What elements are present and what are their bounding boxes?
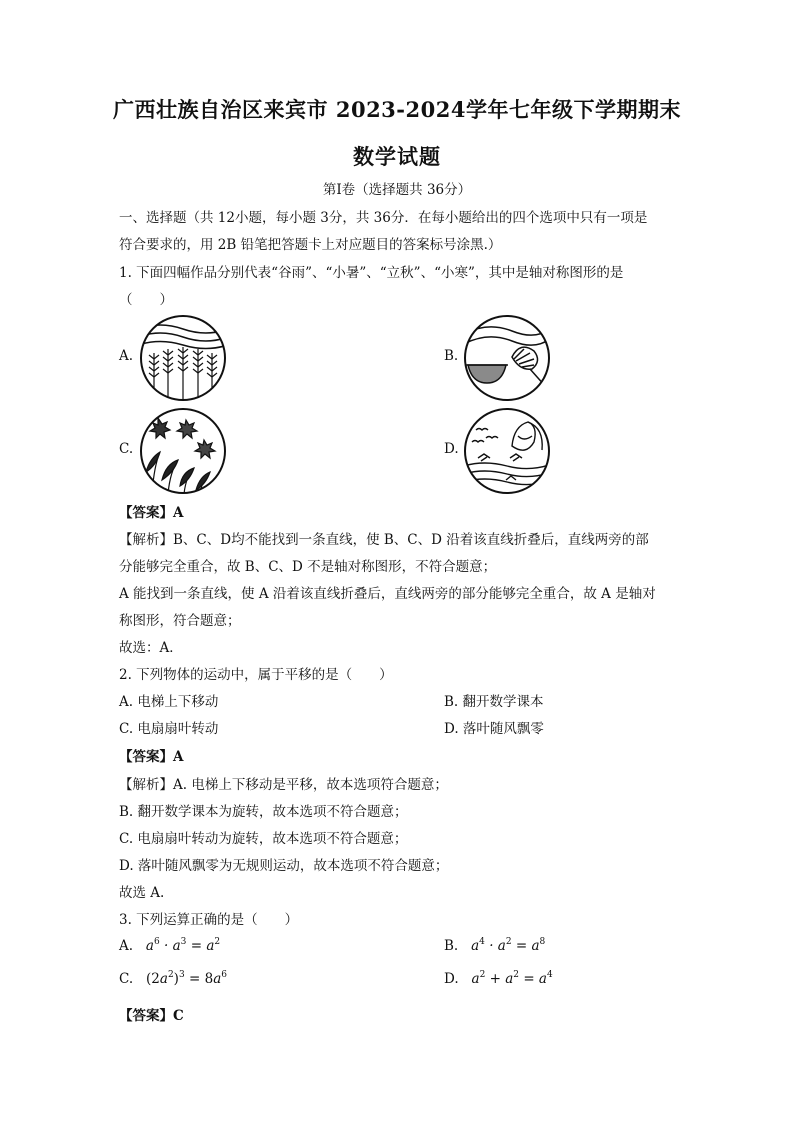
q3-option-b-label: B. (444, 938, 459, 954)
q3-option-d-expression: $a^2 + a^2 = a^4$ (471, 970, 553, 987)
q2-stem: 2. 下列物体的运动中，属于平移的是（ ） (119, 667, 393, 683)
q3-option-b-expression: $a^4 \cdot a^2 = a^8$ (471, 937, 546, 954)
q1-stem-line1: 1. 下面四幅作品分别代表“谷雨”、“小暑”、“立秋”、“小寒”，其中是轴对称图形的是 (119, 265, 624, 281)
q3-option-c-expression: $(2a^2)^3 = 8a^6$ (146, 970, 227, 987)
q2-conclusion: 故选 A. (119, 885, 165, 901)
q1-option-d-label: D. (444, 441, 459, 457)
start-of-autumn-illustration (138, 406, 228, 496)
q2-analysis-line1: 【解析】A. 电梯上下移动是平移，故本选项符合题意； (119, 777, 448, 793)
q3-option-c (119, 970, 227, 987)
q3-option-a-expression: $a^6 \cdot a^3 = a^2$ (145, 937, 221, 954)
q1-analysis-line2: 分能够完全重合，故 B、C、D 不是轴对称图形，不符合题意； (119, 559, 497, 575)
q1-answer: 【答案】A (119, 505, 184, 521)
doc-title-line2: 数学试题 (353, 144, 441, 169)
q2-option-c: C. 电扇扇叶转动 (119, 721, 219, 737)
section-intro-line1: 一、选择题（共 12小题，每小题 3分，共 36分．在每小题给出的四个选项中只有一项是 (119, 210, 648, 226)
section-intro-line2: 符合要求的，用 2B 铅笔把答题卡上对应题目的答案标号涂黑.） (119, 237, 502, 253)
q1-analysis-line1: 【解析】B、C、D均不能找到一条直线，使 B、C、D 沿着该直线折叠后，直线两旁的部 (119, 532, 649, 548)
q2-analysis-line2: B. 翻开数学课本为旋转，故本选项不符合题意； (119, 804, 408, 820)
q3-answer: 【答案】C (119, 1008, 184, 1024)
q3-stem: 3. 下列运算正确的是（ ） (119, 912, 299, 928)
q2-analysis-line3: C. 电扇扇叶转动为旋转，故本选项不符合题意； (119, 831, 408, 847)
q3-option-a-label: A. (119, 938, 134, 954)
q2-option-b: B. 翻开数学课本 (444, 694, 544, 710)
q2-option-d: D. 落叶随风飘零 (444, 721, 544, 737)
q3-option-a (119, 937, 220, 954)
section-subtitle: 第Ⅰ卷（选择题共 36分） (322, 182, 472, 198)
q2-option-a: A. 电梯上下移动 (119, 694, 219, 710)
q1-conclusion: 故选：A． (119, 640, 183, 656)
q2-answer: 【答案】A (119, 749, 184, 765)
q1-option-c-label: C. (119, 441, 134, 457)
minor-cold-illustration (462, 406, 552, 496)
q3-option-b (444, 937, 545, 954)
q1-option-a-label: A. (119, 348, 134, 364)
q3-option-d-label: D. (444, 971, 459, 987)
q2-analysis-line4: D. 落叶随风飘零为无规则运动，故本选项不符合题意； (119, 858, 449, 874)
doc-title-line1: 广西壮族自治区来宾市 2023-2024学年七年级下学期期末 (113, 97, 681, 122)
grain-rain-illustration (138, 313, 228, 403)
minor-heat-illustration (462, 313, 552, 403)
q1-option-b-label: B. (444, 348, 459, 364)
q1-analysis-line3: A 能找到一条直线，使 A 沿着该直线折叠后，直线两旁的部分能够完全重合，故 A 是轴对 (119, 586, 656, 602)
q1-analysis-line4: 称图形，符合题意； (119, 613, 241, 629)
q3-option-d (444, 970, 553, 987)
q3-option-c-label: C. (119, 971, 134, 987)
q1-stem-line2: （ ） (119, 292, 173, 308)
